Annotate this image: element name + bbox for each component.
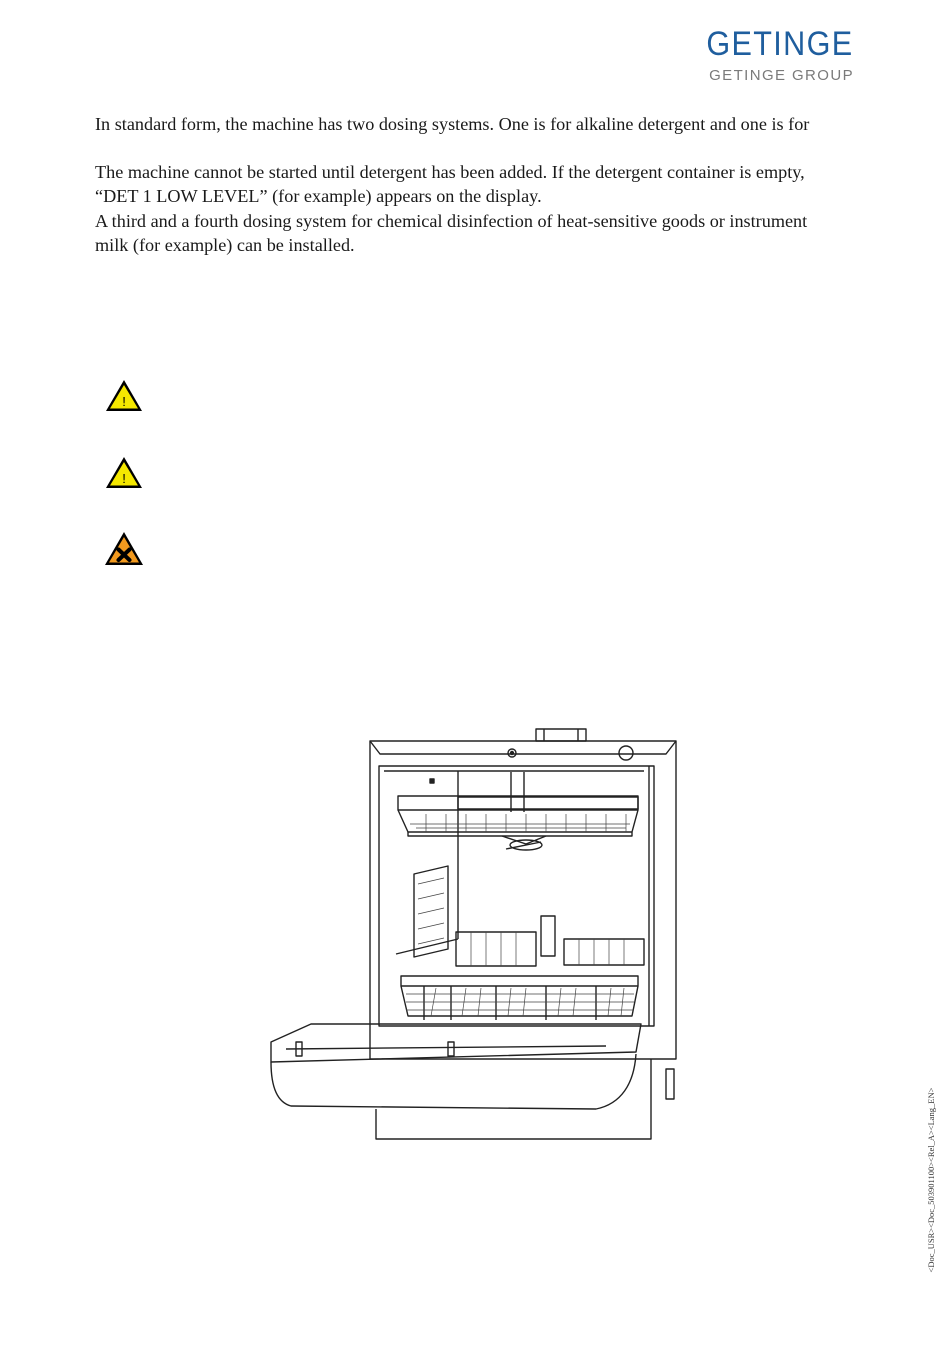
washer-disinfector-illustration — [266, 724, 686, 1169]
paragraph-detergent-line2: “DET 1 LOW LEVEL” (for example) appears on the display. — [95, 186, 542, 206]
warning-triangle-icon — [104, 455, 144, 491]
harmful-irritant-icon — [104, 531, 144, 568]
svg-text:!: ! — [122, 394, 126, 409]
paragraph-dosing-systems: In standard form, the machine has two dosing systems. One is for alkaline detergent and one is for — [95, 114, 810, 134]
logo-group-text: GETINGE GROUP — [709, 67, 854, 84]
paragraph-extra-dosing-line2: milk (for example) can be installed. — [95, 235, 355, 255]
warning-triangle-icon — [104, 378, 144, 414]
svg-text:!: ! — [122, 471, 126, 486]
logo-wordmark: GETINGE — [706, 25, 854, 63]
paragraph-extra-dosing-line1: A third and a fourth dosing system for chemical disinfection of heat-sensitive goods or instrument — [95, 211, 808, 231]
document-reference-code: <Doc_USR><Doc_503901100><Rel_A><Lang_EN> — [926, 1087, 936, 1273]
company-logo — [690, 26, 854, 84]
paragraph-detergent-line1: The machine cannot be started until detergent has been added. If the detergent container is empty, — [95, 162, 805, 182]
